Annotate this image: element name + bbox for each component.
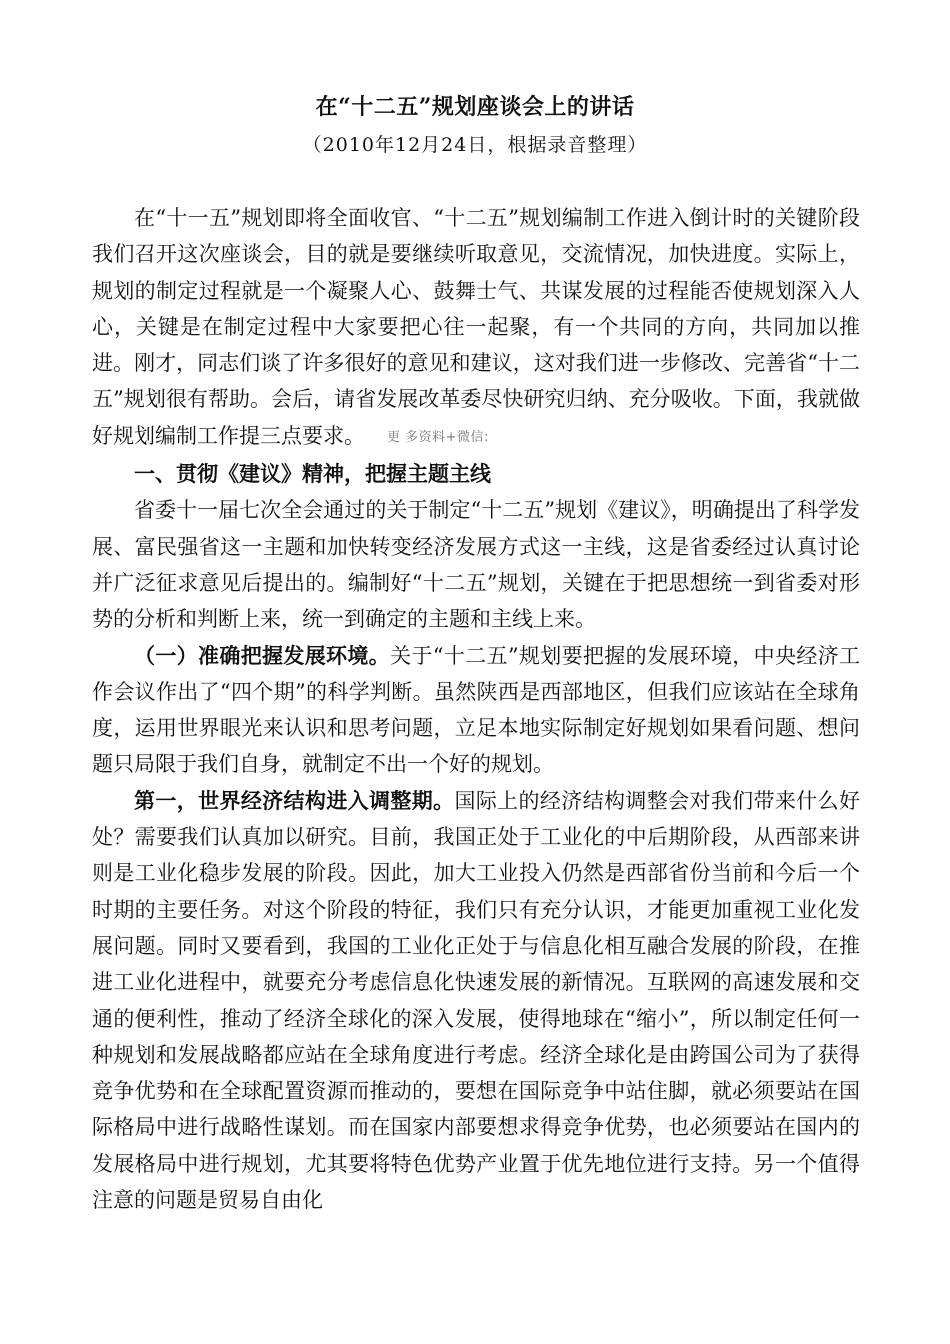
intro-text: 在“十一五”规划即将全面收官、“十二五”规划编制工作进入倒计时的关键阶段我们召开这次座谈会，目的就是要继续听取意见，交流情况，加快进度。实际上，规划的制定过程就是一个凝聚人心、鼓舞士气、共谋发展的过程能否使规划深入人心，关键是在制定过程中大家要把心往一起聚，有一个共同的方向，共同加以推进。刚才，同志们谈了许多很好的意见和建议，这对我们进一步修改、完善省“十二五”规划很有帮助。会后，请省发展改革委尽快研究归纳、充分吸收。下面，我就做好规划编制工作提三点要求。 <box>92 206 860 448</box>
intro-paragraph <box>92 200 860 456</box>
watermark-text: 更 多资料+微信: <box>387 429 489 445</box>
subsection-1-paragraph <box>92 638 860 783</box>
point-1-paragraph <box>92 783 860 1219</box>
section-1-heading: 一、贯彻《建议》精神，把握主题主线 <box>134 462 491 487</box>
section-1-paragraph: 省委十一届七次全会通过的关于制定“十二五”规划《建议》，明确提出了科学发展、富民强省这一主题和加快转变经济发展方式这一主线，这是省委经过认真讨论并广泛征求意见后提出的。编制好“十二五”规划，关键在于把思想统一到省委对形势的分析和判断上来，统一到确定的主题和主线上来。 <box>92 498 860 632</box>
document-body <box>92 200 860 1218</box>
document-title: 在“十二五”规划座谈会上的讲话 <box>315 94 635 120</box>
subsection-1-lead: （一）准确把握发展环境。 <box>134 642 391 668</box>
point-1-text: 国际上的经济结构调整会对我们带来什么好处？需要我们认真加以研究。目前，我国正处于工业化的中后期阶段，从西部来讲则是工业化稳步发展的阶段。因此，加大工业投入仍然是西部省份当前和今后一个时期的主要任务。对这个阶段的特征，我们只有充分认识，才能更加重视工业化发展问题。同时又要看到，我国的工业化正处于与信息化相互融合发展的阶段，在推进工业化进程中，就要充分考虑信息化快速发展的新情况。互联网的高速发展和交通的便利性，推动了经济全球化的深入发展，使得地球在“缩小”，所以制定任何一种规划和发展战略都应站在全球角度进行考虑。经济全球化是由跨国公司为了获得竞争优势和在全球配置资源而推动的，要想在国际竞争中站住脚，就必须要站在国际格局中进行战略性谋划。而在国家内部要想求得竞争优势，也必须要站在国内的发展格局中进行规划，尤其要将特色优势产业置于优先地位进行支持。另一个值得注意的问题是贸易自由化 <box>92 788 860 1213</box>
document-subtitle: （2010年12月24日，根据录音整理） <box>302 134 648 156</box>
point-1-lead: 第一，世界经济结构进入调整期。 <box>134 787 455 813</box>
subsection-1-text: 关于“十二五”规划要把握的发展环境，中央经济工作会议作出了“四个期”的科学判断。虽然陕西是西部地区，但我们应该站在全球角度，运用世界眼光来认识和思考问题，立足本地实际制定好规划如果看问题、想问题只局限于我们自身，就制定不出一个好的规划。 <box>92 643 860 777</box>
